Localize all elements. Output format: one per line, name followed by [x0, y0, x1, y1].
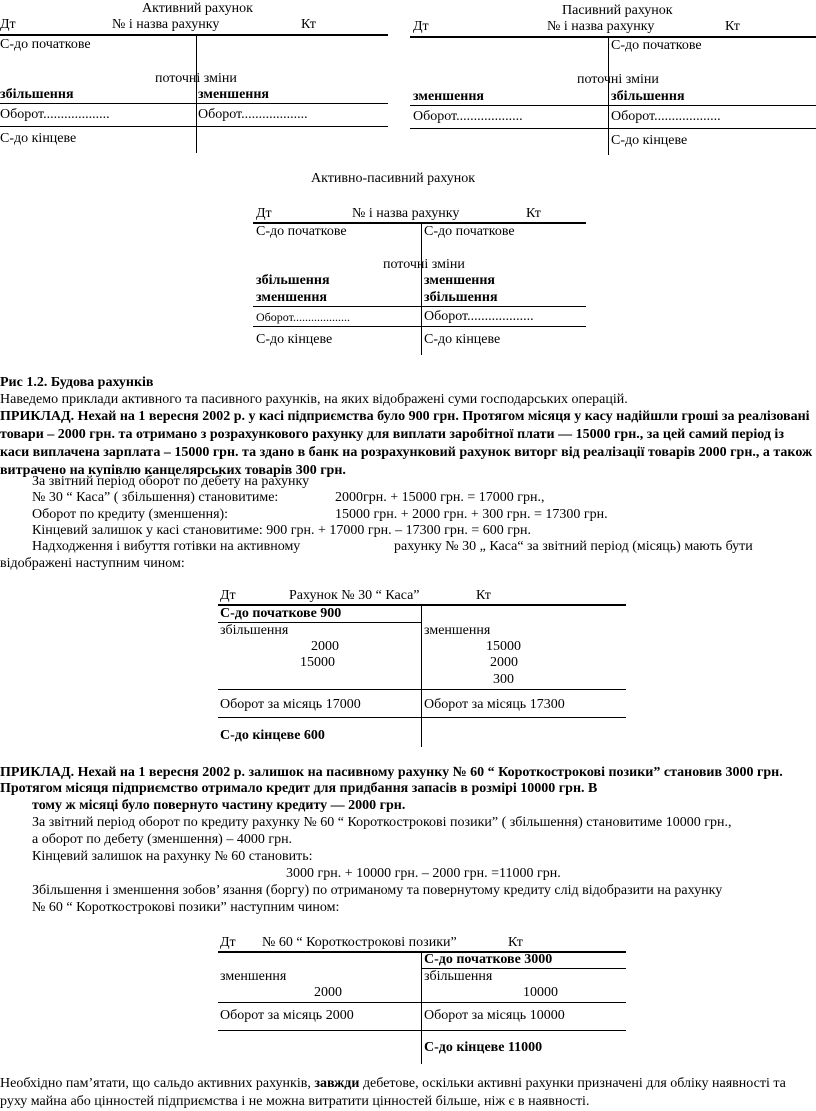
ap-opening-balance-credit: С-до початкове — [424, 224, 515, 239]
example2-line-2: Протягом місяця підприємство отримало кредит для придбання запасів в розмірі 10000 грн. В — [0, 781, 598, 796]
active-opening-balance: С-до початкове — [0, 37, 91, 52]
intro-paragraph: Наведемо приклади активного та пасивного рахунків, на яких відображені суми господарських операцій. — [0, 392, 628, 407]
final-text-end: дебетове, оскільки активні рахунки призначені для обліку наявності та руху майна або цінностей підприємства і не можна витратити цінностей більше, ніж є в наявності. — [0, 1076, 786, 1109]
loan-dt-label: Дт — [220, 935, 236, 950]
ap-opening-balance-debit: С-до початкове — [256, 224, 347, 239]
ap-debit-turnover: Оборот................... — [256, 310, 350, 324]
active-dt-label: Дт — [0, 17, 16, 32]
loan-kt-label: Кт — [508, 935, 523, 950]
calc2-line-2: а оборот по дебету (зменшення) – 4000 грн. — [32, 832, 293, 847]
calc-line-6: відображені наступним чином: — [0, 556, 185, 571]
calc-line-5b: рахунку № 30 „ Каса“ за звітний період (місяць) мають бути — [394, 539, 753, 554]
loan-credit-entry: 10000 — [523, 985, 558, 1000]
passive-changes-line — [410, 105, 816, 106]
passive-increase-label: збільшення — [611, 89, 685, 104]
cash-opening-balance: С-до початкове 900 — [220, 606, 342, 621]
active-current-changes: поточні зміни — [155, 71, 237, 86]
final-text-start: Необхідно пам’ятати, що сальдо активних рахунків, — [0, 1076, 315, 1091]
calc-line-1: За звітний період оборот по дебету на рахунку — [32, 474, 310, 489]
ap-closing-balance-debit: С-до кінцеве — [256, 332, 333, 347]
passive-kt-label: Кт — [725, 19, 740, 34]
calc2-line-5: Збільшення і зменшення зобов’ язання (боргу) по отриманому та повернутому кредиту слід відобразити на рахунку — [32, 883, 723, 898]
ap-credit-decrease: зменшення — [424, 273, 495, 288]
cash-credit-entry: 2000 — [490, 655, 518, 670]
ap-debit-decrease: зменшення — [256, 290, 327, 305]
cash-account-title: Рахунок № 30 “ Каса” — [289, 588, 420, 603]
final-text-emphasis: завжди — [314, 1076, 360, 1091]
active-vertical-line — [196, 35, 197, 153]
passive-debit-turnover: Оборот................... — [413, 109, 523, 124]
calc-line-5a: Надходження і вибуття готівки на активному — [32, 539, 301, 554]
active-account-title: Активний рахунок — [142, 1, 253, 16]
example2-line-1: ПРИКЛАД. Нехай на 1 вересня 2002 р. залишок на пасивному рахунку № 60 “ Короткострокові позики” становив 3000 грн. — [0, 765, 783, 780]
cash-credit-entry: 300 — [493, 672, 514, 687]
passive-opening-balance: С-до початкове — [611, 38, 702, 53]
cash-credit-entry: 15000 — [486, 639, 521, 654]
active-credit-turnover: Оборот................... — [198, 107, 308, 122]
active-changes-line — [0, 103, 388, 104]
calc2-line-4: 3000 грн. + 10000 грн. – 2000 грн. =11000 грн. — [286, 866, 561, 881]
active-horizontal-line — [0, 34, 388, 36]
loan-horizontal-line — [218, 951, 626, 953]
cash-debit-entry: 2000 — [311, 639, 339, 654]
ap-credit-increase: збільшення — [424, 290, 498, 305]
cash-dt-label: Дт — [220, 588, 236, 603]
ap-kt-label: Кт — [526, 206, 541, 221]
calc2-line-6: № 60 “ Короткострокові позики” наступним чином: — [32, 900, 340, 915]
loan-debit-turnover: Оборот за місяць 2000 — [220, 1008, 354, 1023]
active-passive-account-title: Активно-пасивний рахунок — [311, 171, 476, 186]
cash-decrease-label: зменшення — [424, 623, 491, 638]
passive-current-changes: поточні зміни — [577, 72, 659, 87]
passive-header-label: № і назва рахунку — [547, 19, 655, 34]
calc-line-3-value: 15000 грн. + 2000 грн. + 300 грн. = 17300 грн. — [335, 507, 608, 522]
example1-paragraph: ПРИКЛАД. Нехай на 1 вересня 2002 р. у касі підприємства було 900 грн. Протягом місяця у касу надійшли гроші за реалізовані товари – 2000 грн. та отримано з розрахункового рахунку для виплати заробітної плати — 15000 грн., за цей самий період із каси виплачена зарплата – 15000 грн. та здано в банк на розрахунковий рахунок виторг від реалізації товарів 2000 грн., а також витрачено на купівлю канцелярських товарів 300 грн. — [0, 409, 813, 478]
passive-turnover-line — [410, 128, 816, 129]
cash-vertical-line — [421, 605, 422, 747]
ap-closing-balance-credit: С-до кінцеве — [424, 332, 501, 347]
active-turnover-line — [0, 126, 388, 127]
passive-closing-balance: С-до кінцеве — [611, 133, 688, 148]
loan-turnover-line — [218, 1030, 626, 1031]
passive-vertical-line — [608, 37, 609, 155]
final-paragraph — [0, 1075, 816, 1111]
passive-account-title: Пасивний рахунок — [562, 3, 673, 18]
loan-credit-turnover: Оборот за місяць 10000 — [424, 1008, 565, 1023]
cash-turnover-line — [218, 717, 626, 718]
cash-entries-line — [218, 689, 626, 690]
loan-closing-balance: С-до кінцеве 11000 — [424, 1040, 543, 1055]
cash-increase-label: збільшення — [220, 623, 289, 638]
ap-changes-line — [253, 306, 586, 307]
passive-decrease-label: зменшення — [413, 89, 484, 104]
calc-line-2-value: 2000грн. + 15000 грн. = 17000 грн., — [335, 490, 545, 505]
calc-line-2-label: № 30 “ Каса” ( збільшення) становитиме: — [32, 490, 279, 505]
active-closing-balance: С-до кінцеве — [0, 131, 77, 146]
calc2-line-1: За звітний період оборот по кредиту рахунку № 60 “ Короткострокові позики” ( збільшення) становитиме 10000 грн., — [32, 815, 732, 830]
loan-opening-balance: С-до початкове 3000 — [424, 952, 553, 967]
cash-debit-turnover: Оборот за місяць 17000 — [220, 697, 361, 712]
calc-line-4: Кінцевий залишок у касі становитиме: 900 грн. + 17000 грн. – 17300 грн. = 600 грн. — [32, 523, 531, 538]
loan-increase-label: збільшення — [424, 969, 493, 984]
loan-account-title: № 60 “ Короткострокові позики” — [262, 935, 457, 950]
cash-kt-label: Кт — [476, 588, 491, 603]
active-kt-label: Кт — [301, 17, 316, 32]
figure-caption: Рис 1.2. Будова рахунків — [0, 375, 154, 390]
ap-debit-increase: збільшення — [256, 273, 330, 288]
example2-line-3: тому ж місяці було повернуто частину кредиту — 2000 грн. — [32, 798, 406, 813]
ap-header-label: № і назва рахунку — [352, 206, 460, 221]
active-increase-label: збільшення — [0, 87, 74, 102]
ap-credit-turnover: Оборот................... — [424, 309, 534, 324]
ap-dt-label: Дт — [256, 206, 272, 221]
calc2-line-3: Кінцевий залишок на рахунку № 60 становить: — [32, 849, 313, 864]
passive-credit-turnover: Оборот................... — [611, 109, 721, 124]
loan-decrease-label: зменшення — [220, 969, 287, 984]
active-debit-turnover: Оборот................... — [0, 107, 110, 122]
loan-entries-line — [218, 1002, 626, 1003]
cash-debit-entry: 15000 — [300, 655, 335, 670]
ap-vertical-line — [421, 223, 422, 355]
cash-credit-turnover: Оборот за місяць 17300 — [424, 697, 565, 712]
active-decrease-label: зменшення — [198, 87, 269, 102]
ap-current-changes: поточні зміни — [383, 257, 465, 272]
passive-dt-label: Дт — [413, 19, 429, 34]
ap-turnover-line — [253, 326, 586, 327]
active-header-label: № і назва рахунку — [112, 17, 220, 32]
loan-debit-entry: 2000 — [314, 985, 342, 1000]
calc-line-3-label: Оборот по кредиту (зменшення): — [32, 507, 229, 522]
cash-closing-balance: С-до кінцеве 600 — [220, 728, 325, 743]
